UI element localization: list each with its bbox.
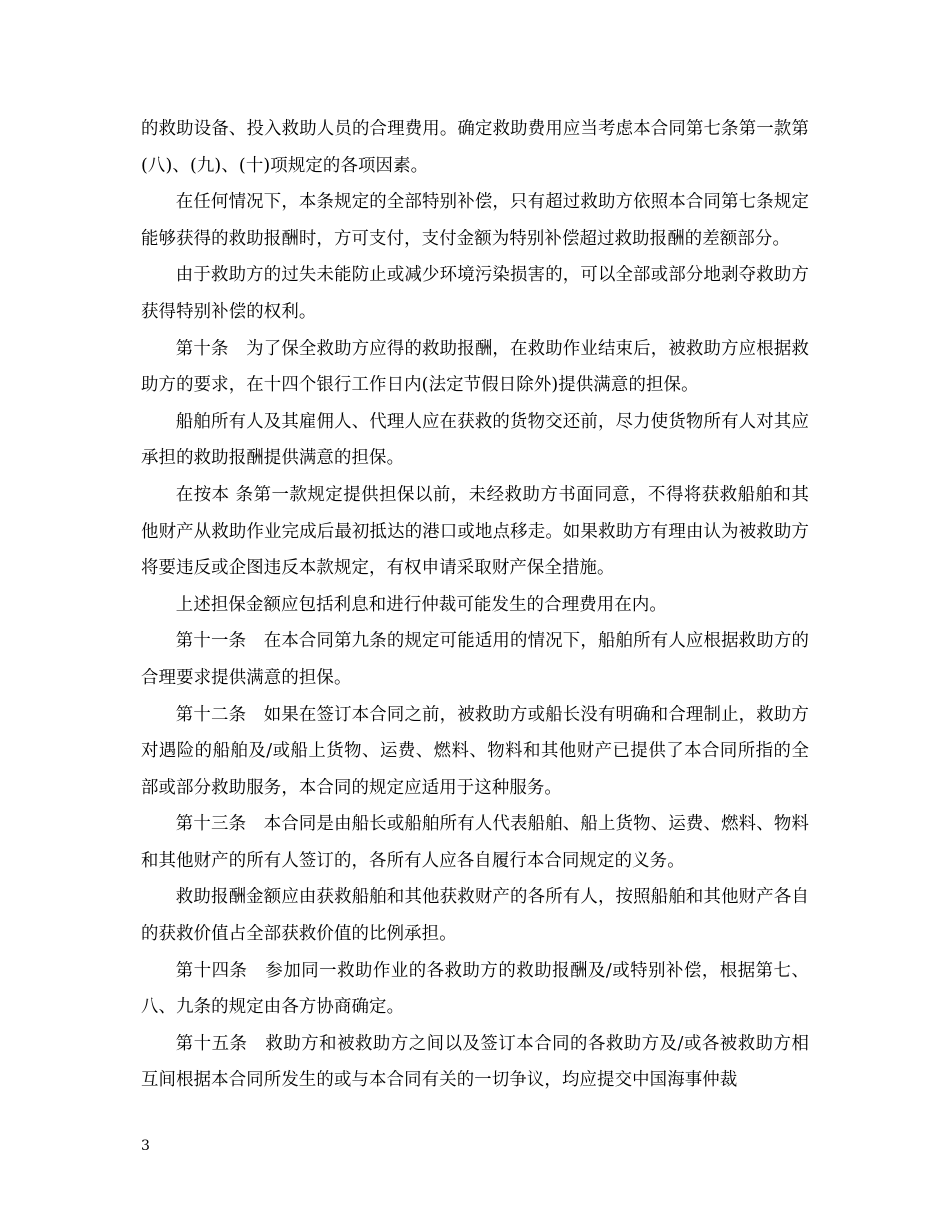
paragraph-11: 救助报酬金额应由获救船舶和其他获救财产的各所有人，按照船舶和其他财产各自的获救价值占全部获救价值的比例承担。	[141, 887, 809, 945]
article-11-paragraph: 第十一条 在本合同第九条的规定可能适用的情况下，船舶所有人应根据救助方的合理要求提供满意的担保。	[141, 631, 809, 688]
paragraph-7: 上述担保金额应包括利息和进行仲裁可能发生的合理费用在内。	[175, 594, 667, 615]
paragraph-3: 由于救助方的过失未能防止或减少环境污染损害的，可以全部或部分地剥夺救助方获得特别补偿的权利。	[141, 265, 809, 322]
article-13-paragraph: 第十三条 本合同是由船长或船舶所有人代表船舶、船上货物、运费、燃料、物料和其他财产的所有人签订的，各所有人应各自履行本合同规定的义务。	[141, 814, 809, 871]
article-12-paragraph: 第十二条 如果在签订本合同之前，被救助方或船长没有明确和合理制止，救助方对遇险的船舶及/或船上货物、运费、燃料、物料和其他财产已提供了本合同所指的全部或部分救助服务，本合同的规定应适用于这种服务。	[141, 704, 809, 798]
article-10-paragraph: 第十条 为了保全救助方应得的救助报酬，在救助作业结束后，被救助方应根据救助方的要求，在十四个银行工作日内(法定节假日除外)提供满意的担保。	[141, 338, 809, 396]
paragraph-6: 在按本 条第一款规定提供担保以前，未经救助方书面同意，不得将获救船舶和其他财产从救助作业完成后最初抵达的港口或地点移走。如果救助方有理由认为被救助方将要违反或企图违反本款规定，有权申请采取财产保全措施。	[141, 484, 809, 579]
document-body	[141, 111, 809, 1099]
article-14-paragraph: 第十四条 参加同一救助作业的各救助方的救助报酬及/或特别补偿，根据第七、八、九条的规定由各方协商确定。	[141, 960, 809, 1018]
paragraph-2: 在任何情况下，本条规定的全部特别补偿，只有超过救助方依照本合同第七条规定能够获得的救助报酬时，方可支付，支付金额为特别补偿超过救助报酬的差额部分。	[141, 192, 809, 249]
paragraph-1: 的救助设备、投入救助人员的合理费用。确定救助费用应当考虑本合同第七条第一款第(八)、(九)、(十)项规定的各项因素。	[141, 119, 809, 176]
page-number: 3	[141, 1138, 150, 1154]
article-15-paragraph: 第十五条 救助方和被救助方之间以及签订本合同的各救助方及/或各被救助方相互间根据本合同所发生的或与本合同有关的一切争议，均应提交中国海事仲裁	[141, 1033, 809, 1091]
paragraph-5: 船舶所有人及其雇佣人、代理人应在获救的货物交还前，尽力使货物所有人对其应承担的救助报酬提供满意的担保。	[141, 411, 809, 469]
